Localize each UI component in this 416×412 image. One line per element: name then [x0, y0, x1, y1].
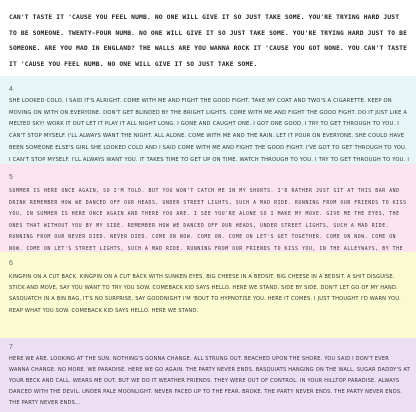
lyrics-text: SUMMER IS HERE ONCE AGAIN, SO I'M TOLD. BUT YOU WON'T CATCH ME IN MY SHORTS. I'D RATHER JUST SIT AT THIS BAR AND DRINK REMEMBER HOW WE DANCED OFF OUR HEADS, UNDER STREET LIGHTS, SUCH A MAD RIDE. RUNNING FROM OUR FRIENDS TO KISS YOU, IN SUMMER IS HERE ONCE AGAIN AND THERE YOU ARE. I SEE YOU'RE ALONE SO I MAKE MY MOVE. GIVE ME THE EYES, THE ONES THAT WITHOUT YOU BY MY SIDE. REMEMBER HOW WE DANCED OFF OUR HEADS, UNDER STREET LIGHTS, SUCH A MAD RIDE. RUNNING FROM OUR NEVER DIED. NEVER DIED. COME ON NOW. COME ON. COME ON LET'S GET TOGETHER. COME ON NOW. COME ON NOW. COME ON LET'S STREET LIGHTS, SUCH A MAD RIDE. RUNNING FROM OUR FRIENDS TO KISS YOU, IN THE ALLEYWAYS, BY THE [9, 189, 407, 252]
lyrics-text: KINGPIN ON A CUT BACK. KINGPIN ON A CUT BACK WITH SUNKEN EYES. BIG CHEESE IN A BEDSIT. BIG CHEESE IN A BEDSIT. A SHIT DISGUISE. STICK AND MOVE, SAY YOU WANT TO TRY YOU SOW. COMEBACK KID SAYS HELLO. HERE WE STAND. SIDE BY SIDE. DON'T LET GO OF MY HAND. SASQUATCH IN A BIN BAG, IT'S NO SURPRISE, SAY GOODNIGHT I'M 'BOUT TO HYPNOTISE YOU. HERE IT COMES. I JUST THOUGHT I'D WARN YOU. REAP WHAT YOU SOW. COMEBACK KID SAYS HELLO. HERE WE STAND. [9, 274, 402, 314]
lyrics-text: HERE WE ARE. LOOKING AT THE SUN. NOTHING'S GONNA CHANGE. ALL STRUNG OUT. BEACHED UPON THE SHORE. YOU SAID I DON'T EVER WANNA CHANGE. NO MORE. WE PARADISE. HERE WE GO AGAIN. THE PARTY NEVER ENDS. BASQUIATS HANGING ON THE WALL. SUGAR DADDY'S AT YOUR BECK AND CALL. WEARS ME OUT. BUT WE DO IT WEATHER FRIENDS. THEY WERE OUT OF CONTROL. IN YOUR HILLTOP PARADISE. ALWAYS DANCED WITH THE DEVIL. UNDER PALE MOONLIGHT. NEVER FACED UP TO THE FEAR. BROKE. THE PARTY NEVER ENDS. THE PARTY NEVER ENDS. THE PARTY NEVER ENDS... [9, 356, 410, 407]
lyrics-text: SHE LOOKED COLD, I SAID IT'S ALRIGHT. COME WITH ME AND FIGHT THE GOOD FIGHT. TAKE MY COAT AND TWO'S A CIGARETTE. KEEP ON MOVING ON WITH ON EVERYONE. DON'T GET BLINDED BY THE BRIGHT LIGHTS. COME WITH ME AND FIGHT THE GOOD FIGHT. DO IT JUST LIKE A MELTED SKY! WORK IT OUT LET IT PLAY IT ALL NIGHT LONG. I GONE AND CAUGHT ONE. I GOT ONE GOOD. I TRY TO GET THROUGH TO YOU. I CAN'T STOP MYSELF. I'LL ALWAYS WANT THE NIGHT. ALL ALONE. COME WITH ME AND THE RAIN. LET IT POUR ON EVERYONE. SHE COULD HAVE BEEN SOMEONE ELSE'S GIRL SHE LOOKED COLD AND I SAID COME WITH ME AND FIGHT THE GOOD FIGHT. I'VE GOT TO GET THROUGH TO YOU. I CAN'T STOP MYSELF. I'LL ALWAYS WANT YOU. IT TAKES TIME TO GET UP ON TIME. WATCH THROUGH TO YOU. I TRY TO GET THROUGH TO YOU. I [9, 98, 410, 163]
lyrics-section-5 [0, 164, 416, 252]
track-number: 7 [9, 344, 13, 351]
lyrics-section-7 [0, 338, 416, 412]
lyrics-section-4 [0, 76, 416, 164]
track-number: 4 [9, 86, 13, 93]
lyrics-section-3 [0, 0, 416, 76]
lyrics-section-6 [0, 252, 416, 338]
lyrics-text: CAN'T TASTE IT 'CAUSE YOU FEEL NUMB. NO ONE WILL GIVE IT SO JUST TAKE SOME. YOU'RE TRYING HARD JUST TO BE SOMEONE. TWENTY-FOUR NUMB. NO ONE WILL GIVE IT SO JUST TAKE SOME. YOU'RE TRYING HARD JUST TO BE SOMEONE. ARE YOU MAD IN ENGLAND? THE WALLS ARE YOU WANNA ROCK IT 'CAUSE YOU GOT NONE. YOU CAN'T TASTE IT 'CAUSE YOU FEEL NUMB. NO ONE WILL GIVE IT SO JUST TAKE SOME. [9, 14, 408, 68]
track-number: 5 [9, 174, 13, 181]
track-number: 6 [9, 260, 13, 267]
